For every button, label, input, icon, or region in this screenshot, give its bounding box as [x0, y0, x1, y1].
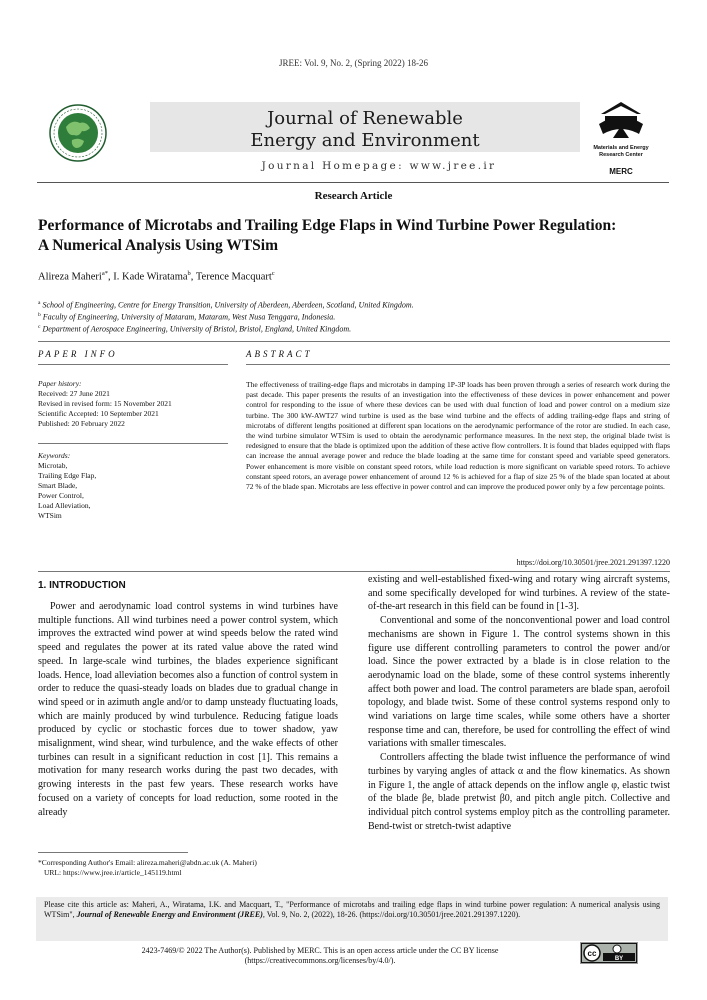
paper-info-label: PAPER INFO	[38, 349, 118, 359]
cc-glyph: cc	[587, 949, 597, 958]
paragraph: Controllers affecting the blade twist influence the performance of wind turbines by varying angles of attack α and the flow kinematics. As shown in Figure 1, the angle of attack depends on the inflow angle φ, elastic twist of the blade βe, blade pretwist β0, and pitch angle pitch. Collective and individual pitch control systems employ pitch as the controlling parameter. Bend-twist or stretch-twist adaptive	[368, 752, 670, 832]
abstract-label: ABSTRACT	[246, 349, 313, 359]
journal-issue-line: JREE: Vol. 9, No. 2, (Spring 2022) 18-26	[279, 58, 428, 68]
section-divider	[38, 364, 228, 365]
footnote-divider	[38, 852, 188, 853]
by-glyph: BY	[614, 956, 624, 962]
author-sup: c	[271, 270, 275, 277]
author-name: Terence Macquart	[195, 271, 272, 283]
cc-by-license-icon[interactable]	[580, 942, 638, 964]
keyword: Load Alleviation,	[38, 501, 91, 510]
section-divider	[38, 341, 670, 342]
merc-logo	[585, 98, 657, 176]
paragraph: existing and well-established fixed-wing and rotary wing aircraft systems, and some specifically developed for wind turbines. A review of the state-of-the-art research in this field can be found in [1-3].	[368, 574, 670, 613]
paragraph: Conventional and some of the nonconventional power and load control mechanisms are shown in Figure 1. The control systems shown in this figure use different controlling parameters to control the power and/or load. Since the power extracted by a blade is in close relation to the aerodynamic load on the blade, some of these control systems inherently affect both power and load. The control parameters are blade span, aerofoil topology, and blade twist. Some of these control systems respond only to wind variations on large time scales, while some others have a shorter response time and can, therefore, be used for controlling the effect of wind variations with smaller timescales.	[368, 615, 670, 750]
keyword: Microtab,	[38, 461, 68, 470]
merc-emblem-icon	[591, 98, 651, 140]
author-sup: a*	[101, 270, 108, 277]
paper-history: Paper history: Received: 27 June 2021 Revised in revised form: 15 November 2021 Scientific Accepted: 10 September 2021 Published: 20 February 2022	[38, 379, 172, 428]
keyword: WTSim	[38, 511, 62, 520]
journal-homepage[interactable]: Journal Homepage: www.jree.ir	[261, 160, 497, 172]
section-divider	[38, 443, 228, 444]
license-notice: 2423-7469/© 2022 The Author(s). Published by MERC. This is an open access article under the CC BY license (https://creativecommons.org/licenses/by/4.0/).	[141, 946, 499, 965]
merc-subtitle: Materials and Energy Research Center	[593, 145, 649, 158]
article-type: Research Article	[314, 190, 393, 202]
affiliation: $^b$ Faculty of Engineering, University of Mataram, Mataram, West Nusa Tenggara, Indonesia.	[38, 312, 336, 322]
jree-globe-logo-icon	[49, 104, 107, 162]
section-divider	[38, 571, 670, 572]
author-name: Alireza Maheri	[38, 271, 102, 283]
author-name: I. Kade Wiratama	[113, 271, 188, 283]
journal-title: Journal of Renewable Energy and Environment	[150, 102, 580, 152]
banner-divider	[37, 182, 669, 183]
doi-link[interactable]: https://doi.org/10.30501/jree.2021.291397.1220	[516, 558, 670, 567]
keywords-block: Keywords: Microtab, Trailing Edge Flap, Smart Blade, Power Control, Load Alleviation, WTSim	[38, 451, 97, 520]
author-list: Alireza Maheri$^{a*}$, I. Kade Wiratama$^b$, Terence Macquart$^c$	[38, 270, 275, 283]
paragraph: Power and aerodynamic load control systems in wind turbines have multiple functions. All wind turbines need a power control system, which improves the extracted wind power at wind speeds below the rated wind speed and regulates the power at its rated value above the rated wind speed. In large-scale wind turbines, the blades experience significant loads. Hence, load alleviation becomes also a function of control system in order to reduce the quasi-steady loads on blades due to gradual change in wind speed or in azimuth angle and/or to damp unsteady fluctuating loads, which are mainly produced by wind turbulence. Reducing fatigue loads produced by cyclic or stochastic forces due to tower shadow, yaw misalignment, wind shear, wind turbulence, and the wake effects of other turbines can result in a significant reduction in cost [1]. This remains a motivation for many research works during the past two decades, with growing interests in the past few years. These research works have focused on a variety of concepts for load reduction, some rooted in the already	[38, 601, 338, 818]
affiliation: $^c$ Department of Aerospace Engineering, University of Bristol, Bristol, England, United Kingdom.	[38, 324, 352, 334]
citation-box: Please cite this article as: Maheri, A., Wiratama, I.K. and Macquart, T., "Performance of microtabs and trailing edge flaps in wind turbine power regulation: A numerical analysis using WTSim", Journal of Renewable Energy and Environment (JREE), Vol. 9, No. 2, (2022), 18-26. (https://doi.org/10.30501/jree.2021.291397.1220).	[36, 897, 668, 941]
journal-banner	[39, 98, 667, 178]
author-sup: b	[187, 270, 191, 277]
right-column	[368, 573, 670, 833]
footnote: *Corresponding Author's Email: alireza.maheri@abdn.ac.uk (A. Maheri) URL: https://www.jree.ir/article_145119.html	[38, 858, 257, 877]
merc-name: MERC	[609, 167, 633, 176]
paper-title: Performance of Microtabs and Trailing Edge Flaps in Wind Turbine Power Regulation: A Numerical Analysis Using WTSim	[38, 217, 617, 254]
keyword: Smart Blade,	[38, 481, 78, 490]
affiliation: $^a$ School of Engineering, Centre for Energy Transition, University of Aberdeen, Aberdeen, Scotland, United Kingdom.	[38, 300, 414, 310]
section-divider	[246, 364, 670, 365]
section-heading: 1. INTRODUCTION	[38, 580, 126, 591]
abstract-body: The effectiveness of trailing-edge flaps and microtabs in damping 1P-3P loads has been proven through a series of research work during the past decade. This paper presents the results of an investigation into the effectiveness of these devices in power enhancement and power control for responding to the issue of where these devices can be used with dual function of load and power control on a medium size turbine. The 300 kW-AWT27 wind turbine is used as the base wind turbine and the effects of adding trailing-edge flaps and string of microtabs of different lengths positioned at different span locations on the aerodynamic performance of the rotor are studied. In each case, the wind turbine simulator WTSim is used to obtain the aerodynamic performance measures. In the next step, the original blade twist is redesigned to ensure that the blade is optimized upon the addition of these active flow controllers. It is found that blades equipped with flaps can increase the annual average power and reduce the blade loading at the same time for constant speed and variable speed generators. Power enhancement is more visible on constant speed rotors, while load reduction is more significant on variable speed rotors. To achieve constant speed rotors, an average power enhancement of around 12 % is achieved for a flap of size 25 % of the blade span located at about 72 % of the blade span. Microtabs are less effective in power control and can improve the produced power only by a few percentage points.	[246, 380, 670, 492]
left-column	[38, 600, 338, 819]
keyword: Power Control,	[38, 491, 84, 500]
keyword: Trailing Edge Flap,	[38, 471, 97, 480]
